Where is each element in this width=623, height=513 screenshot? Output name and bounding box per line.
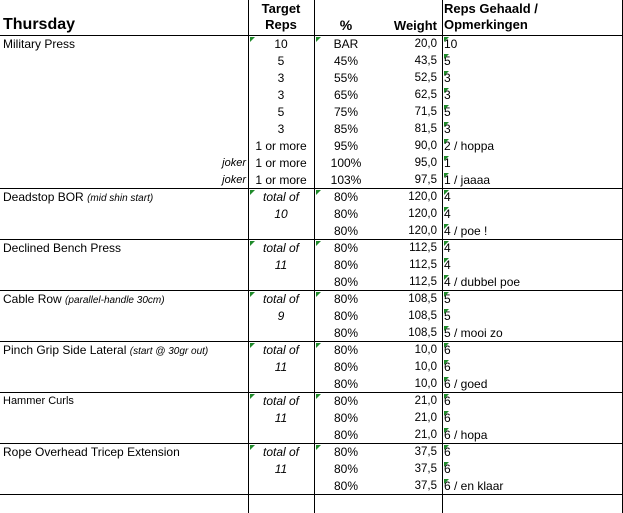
target-reps-cell[interactable]: 3 <box>277 122 285 136</box>
weight-cell[interactable]: 10,0 <box>414 344 437 356</box>
target-reps-cell[interactable]: 1 or more <box>255 156 307 170</box>
comment-marker-icon <box>316 445 321 450</box>
reps-achieved-cell[interactable]: 3 <box>444 122 451 136</box>
exercise-name[interactable] <box>3 393 248 410</box>
comment-marker-icon <box>444 275 449 280</box>
exercise-name[interactable] <box>3 342 248 360</box>
percent-cell[interactable]: 80% <box>333 411 359 425</box>
weight-cell[interactable]: 37,5 <box>414 446 437 458</box>
percent-cell[interactable]: BAR <box>333 37 359 51</box>
percent-cell[interactable]: 80% <box>333 377 359 391</box>
exercise-note: (mid shin start) <box>87 193 154 204</box>
weight-cell[interactable]: 120,0 <box>408 225 437 237</box>
comment-marker-icon <box>444 462 449 467</box>
exercise-name-text: Deadstop BOR <box>3 190 84 204</box>
comment-marker-icon <box>444 88 449 93</box>
percent-cell[interactable]: 85% <box>333 122 359 136</box>
comment-marker-icon <box>444 343 449 348</box>
percent-cell[interactable]: 45% <box>333 54 359 68</box>
joker-label[interactable]: joker <box>222 174 246 186</box>
comment-marker-icon <box>250 394 255 399</box>
percent-cell[interactable]: 80% <box>333 394 359 408</box>
target-reps-cell[interactable]: 5 <box>277 105 285 119</box>
comment-marker-icon <box>250 343 255 348</box>
day-title: Thursday <box>3 16 76 33</box>
row-divider <box>0 290 623 291</box>
percent-cell[interactable]: 80% <box>333 258 359 272</box>
comment-marker-icon <box>444 377 449 382</box>
weight-header: Weight <box>393 18 437 33</box>
percent-cell[interactable]: 80% <box>333 275 359 289</box>
weight-cell[interactable]: 43,5 <box>414 55 437 67</box>
target-reps-cell[interactable]: 11 <box>274 360 288 374</box>
reps-achieved-cell[interactable]: 4 / dubbel poe <box>444 275 521 289</box>
row-divider <box>0 341 623 342</box>
weight-cell[interactable]: 120,0 <box>408 208 437 220</box>
comment-marker-icon <box>444 428 449 433</box>
target-reps-cell[interactable]: 11 <box>274 411 288 425</box>
percent-cell[interactable]: 80% <box>333 462 359 476</box>
comment-marker-icon <box>444 190 449 195</box>
exercise-name[interactable] <box>3 189 248 207</box>
reps-achieved-cell[interactable]: 5 / mooi zo <box>444 326 503 340</box>
percent-cell[interactable]: 80% <box>333 343 359 357</box>
comment-marker-icon <box>444 292 449 297</box>
reps-achieved-cell[interactable]: 4 / poe ! <box>444 224 488 238</box>
target-reps-header-line1: Target <box>261 1 301 16</box>
weight-cell[interactable]: 112,5 <box>409 242 437 254</box>
comment-marker-icon <box>444 445 449 450</box>
percent-cell[interactable]: 103% <box>330 173 362 187</box>
target-reps-cell[interactable]: 3 <box>277 71 285 85</box>
comment-marker-icon <box>444 105 449 110</box>
comment-marker-icon <box>444 173 449 178</box>
reps-achieved-cell[interactable]: 6 / hopa <box>444 428 488 442</box>
exercise-name-text: Cable Row <box>3 292 62 306</box>
exercise-name-text: Pinch Grip Side Lateral <box>3 343 127 357</box>
exercise-name[interactable] <box>3 444 248 461</box>
reps-achieved-cell[interactable]: 10 <box>444 37 458 51</box>
column-divider <box>314 0 315 513</box>
reps-achieved-cell[interactable]: 6 / goed <box>444 377 488 391</box>
target-reps-cell[interactable]: total of <box>262 190 300 204</box>
comment-marker-icon <box>444 411 449 416</box>
row-divider <box>0 392 623 393</box>
weight-cell[interactable]: 112,5 <box>409 276 437 288</box>
weight-cell[interactable]: 62,5 <box>414 89 437 101</box>
weight-cell[interactable]: 95,0 <box>414 157 437 169</box>
comment-marker-icon <box>316 343 321 348</box>
comment-marker-icon <box>444 139 449 144</box>
reps-achieved-cell[interactable]: 6 <box>444 411 451 425</box>
reps-achieved-cell[interactable]: 1 <box>444 156 451 170</box>
row-divider <box>0 188 623 189</box>
reps-achieved-cell[interactable]: 3 <box>444 88 451 102</box>
exercise-name-text: Hammer Curls <box>3 395 74 407</box>
reps-achieved-cell[interactable]: 1 / jaaaa <box>444 173 491 187</box>
percent-cell[interactable]: 80% <box>333 224 359 238</box>
comment-marker-icon <box>444 258 449 263</box>
comment-marker-icon <box>316 292 321 297</box>
target-reps-cell[interactable]: total of <box>262 343 300 357</box>
weight-cell[interactable]: 21,0 <box>414 412 437 424</box>
comment-marker-icon <box>316 241 321 246</box>
reps-achieved-cell[interactable]: 6 <box>444 462 451 476</box>
comment-marker-icon <box>444 309 449 314</box>
percent-cell[interactable]: 95% <box>333 139 359 153</box>
weight-cell[interactable]: 108,5 <box>408 327 437 339</box>
weight-cell[interactable]: 37,5 <box>414 480 437 492</box>
row-divider <box>0 239 623 240</box>
column-divider <box>442 0 443 513</box>
reps-achieved-cell[interactable]: 4 <box>444 190 451 204</box>
target-reps-cell[interactable]: 10 <box>274 207 288 221</box>
comment-marker-icon <box>444 241 449 246</box>
reps-achieved-cell[interactable]: 6 <box>444 394 451 408</box>
target-reps-cell[interactable]: total of <box>262 292 300 306</box>
weight-cell[interactable]: 120,0 <box>408 191 437 203</box>
percent-cell[interactable]: 80% <box>333 360 359 374</box>
percent-cell[interactable]: 80% <box>333 445 359 459</box>
weight-cell[interactable]: 52,5 <box>414 72 437 84</box>
exercise-note: (start @ 30gr out) <box>129 346 209 357</box>
weight-cell[interactable]: 108,5 <box>408 310 437 322</box>
reps-achieved-cell[interactable]: 6 <box>444 445 451 459</box>
weight-cell[interactable]: 21,0 <box>414 429 437 441</box>
comment-marker-icon <box>250 190 255 195</box>
exercise-name-text: Rope Overhead Tricep Extension <box>3 445 180 459</box>
percent-cell[interactable]: 65% <box>333 88 359 102</box>
reps-achieved-cell[interactable]: 6 / en klaar <box>444 479 504 493</box>
comment-marker-icon <box>250 445 255 450</box>
comment-marker-icon <box>316 37 321 42</box>
percent-cell[interactable]: 100% <box>330 156 362 170</box>
weight-cell[interactable]: 112,5 <box>409 259 437 271</box>
exercise-name-text: Military Press <box>3 37 76 51</box>
target-reps-cell[interactable]: total of <box>262 394 300 408</box>
percent-cell[interactable]: 55% <box>333 71 359 85</box>
target-reps-cell[interactable]: 9 <box>277 309 285 323</box>
reps-achieved-cell[interactable]: 3 <box>444 71 451 85</box>
reps-header-line2: Opmerkingen <box>444 17 528 32</box>
percent-cell[interactable]: 80% <box>333 207 359 221</box>
exercise-note: (parallel-handle 30cm) <box>65 295 165 306</box>
target-reps-cell[interactable]: 10 <box>274 37 288 51</box>
target-reps-header-line2: Reps <box>265 17 297 32</box>
weight-cell[interactable]: 71,5 <box>414 106 437 118</box>
percent-cell[interactable]: 80% <box>333 428 359 442</box>
target-reps-cell[interactable]: total of <box>262 445 300 459</box>
target-reps-cell[interactable]: 11 <box>274 258 288 272</box>
weight-cell[interactable]: 10,0 <box>414 361 437 373</box>
comment-marker-icon <box>444 156 449 161</box>
column-divider <box>248 0 249 513</box>
comment-marker-icon <box>444 37 449 42</box>
weight-cell[interactable]: 10,0 <box>414 378 437 390</box>
reps-achieved-cell[interactable]: 6 <box>444 360 451 374</box>
weight-cell[interactable]: 37,5 <box>414 463 437 475</box>
row-divider <box>0 35 623 36</box>
comment-marker-icon <box>250 292 255 297</box>
reps-achieved-cell[interactable]: 4 <box>444 241 451 255</box>
target-reps-cell[interactable]: 1 or more <box>255 139 307 153</box>
exercise-name-text: Declined Bench Press <box>3 241 122 255</box>
comment-marker-icon <box>444 54 449 59</box>
reps-header-line1: Reps Gehaald / <box>444 1 538 16</box>
percent-cell[interactable]: 80% <box>333 241 359 255</box>
comment-marker-icon <box>316 394 321 399</box>
reps-achieved-cell[interactable]: 5 <box>444 292 451 306</box>
percent-cell[interactable]: 80% <box>333 190 359 204</box>
weight-cell[interactable]: 97,5 <box>414 174 437 186</box>
percent-cell[interactable]: 75% <box>333 105 359 119</box>
percent-cell[interactable]: 80% <box>333 326 359 340</box>
percent-cell[interactable]: 80% <box>333 292 359 306</box>
comment-marker-icon <box>250 37 255 42</box>
reps-achieved-cell[interactable]: 6 <box>444 343 451 357</box>
weight-cell[interactable]: 90,0 <box>414 140 437 152</box>
comment-marker-icon <box>444 326 449 331</box>
target-reps-cell[interactable]: 1 or more <box>255 173 307 187</box>
percent-cell[interactable]: 80% <box>333 479 359 493</box>
weight-cell[interactable]: 20,0 <box>414 38 437 50</box>
row-divider <box>0 443 623 444</box>
row-divider <box>0 494 623 495</box>
weight-cell[interactable]: 21,0 <box>414 395 437 407</box>
comment-marker-icon <box>250 241 255 246</box>
target-reps-cell[interactable]: 11 <box>274 462 288 476</box>
reps-achieved-cell[interactable]: 5 <box>444 309 451 323</box>
comment-marker-icon <box>444 394 449 399</box>
reps-achieved-cell[interactable]: 4 <box>444 207 451 221</box>
exercise-name[interactable] <box>3 291 248 309</box>
reps-achieved-cell[interactable]: 5 <box>444 105 451 119</box>
comment-marker-icon <box>444 224 449 229</box>
comment-marker-icon <box>444 207 449 212</box>
target-reps-cell[interactable]: 5 <box>277 54 285 68</box>
comment-marker-icon <box>444 479 449 484</box>
comment-marker-icon <box>316 190 321 195</box>
reps-achieved-cell[interactable]: 4 <box>444 258 451 272</box>
weight-cell[interactable]: 108,5 <box>408 293 437 305</box>
comment-marker-icon <box>444 360 449 365</box>
exercise-name[interactable] <box>3 36 248 53</box>
joker-label[interactable]: joker <box>222 157 246 169</box>
weight-cell[interactable]: 81,5 <box>414 123 437 135</box>
percent-cell[interactable]: 80% <box>333 309 359 323</box>
target-reps-cell[interactable]: total of <box>262 241 300 255</box>
percent-header: % <box>339 17 353 33</box>
exercise-name[interactable] <box>3 240 248 257</box>
reps-achieved-cell[interactable]: 5 <box>444 54 451 68</box>
reps-achieved-cell[interactable]: 2 / hoppa <box>444 139 495 153</box>
comment-marker-icon <box>444 71 449 76</box>
target-reps-cell[interactable]: 3 <box>277 88 285 102</box>
comment-marker-icon <box>444 122 449 127</box>
